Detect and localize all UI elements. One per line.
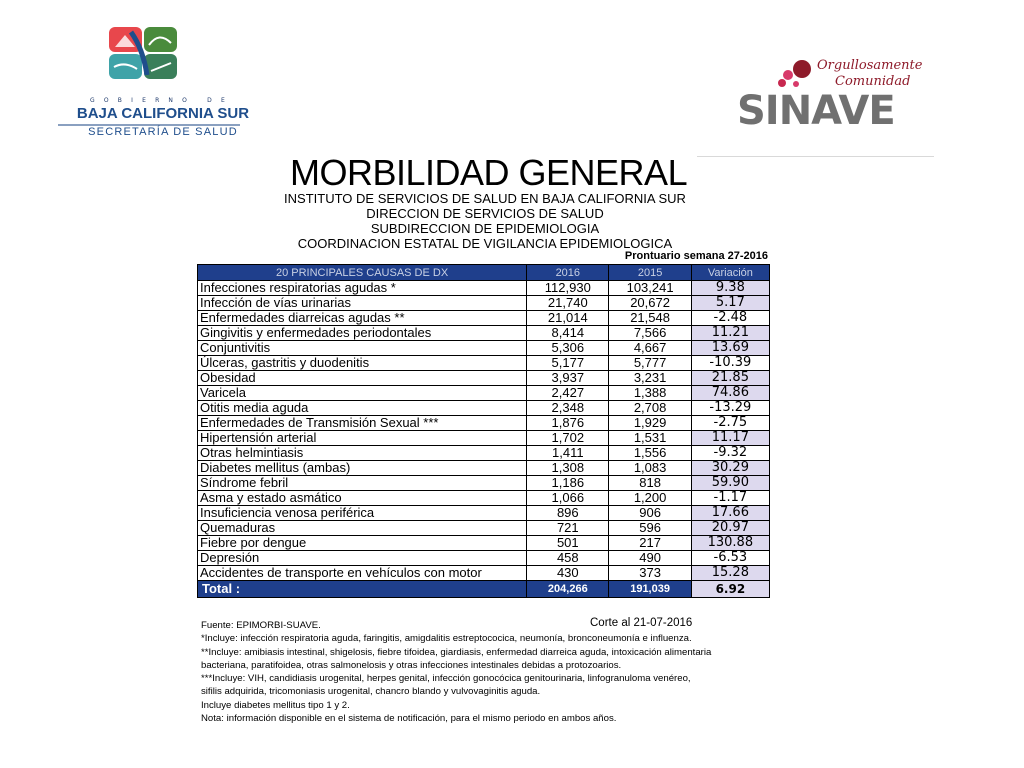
- header-2015: 2015: [609, 265, 691, 281]
- cause-cell: Infección de vías urinarias: [198, 296, 527, 311]
- count-2016-cell: 501: [527, 536, 609, 551]
- cause-cell: Infecciones respiratorias agudas *: [198, 281, 527, 296]
- table-row: [198, 281, 770, 296]
- variation-cell: 74.86: [691, 386, 769, 401]
- sinave-wordmark: SINAVE: [737, 88, 895, 134]
- cause-cell: Úlceras, gastritis y duodenitis: [198, 356, 527, 371]
- table-body: [198, 281, 770, 598]
- variation-cell: 11.21: [691, 326, 769, 341]
- count-2016-cell: 8,414: [527, 326, 609, 341]
- count-2015-cell: 1,929: [609, 416, 691, 431]
- count-2016-cell: 21,740: [527, 296, 609, 311]
- bcs-emblem-icon: [109, 27, 177, 79]
- table-row: [198, 461, 770, 476]
- report-week: Prontuario semana 27-2016: [624, 250, 768, 262]
- variation-cell: -6.53: [691, 551, 769, 566]
- count-2015-cell: 3,231: [609, 371, 691, 386]
- count-2015-cell: 20,672: [609, 296, 691, 311]
- count-2016-cell: 21,014: [527, 311, 609, 326]
- header-variation: Variación: [691, 265, 769, 281]
- bcs-state-name: BAJA CALIFORNIA SUR: [76, 105, 250, 122]
- variation-cell: 130.88: [691, 536, 769, 551]
- count-2016-cell: 1,411: [527, 446, 609, 461]
- count-2016-cell: 5,306: [527, 341, 609, 356]
- footnote-line: ***Incluye: VIH, candidiasis urogenital, herpes genital, infección gonocócica genitourinaria, linfogranuloma venéreo,: [201, 673, 691, 685]
- count-2015-cell: 490: [609, 551, 691, 566]
- table-row: [198, 521, 770, 536]
- footnote-line: Incluye diabetes mellitus tipo 1 y 2.: [201, 699, 350, 711]
- count-2016-cell: 2,348: [527, 401, 609, 416]
- sinave-slogan-line1: Orgullosamente: [817, 58, 923, 73]
- variation-cell: 20.97: [691, 521, 769, 536]
- table-row: [198, 311, 770, 326]
- cause-cell: Gingivitis y enfermedades periodontales: [198, 326, 527, 341]
- table-row: [198, 566, 770, 581]
- institution-line-4: COORDINACION ESTATAL DE VIGILANCIA EPIDEMIOLOGICA: [297, 236, 673, 251]
- sinave-dots-icon: [735, 52, 825, 92]
- source-note: Fuente: EPIMORBI-SUAVE.: [201, 620, 321, 631]
- table-row: [198, 491, 770, 506]
- variation-cell: 59.90: [691, 476, 769, 491]
- count-2015-cell: 1,200: [609, 491, 691, 506]
- header-2016: 2016: [527, 265, 609, 281]
- cause-cell: Enfermedades de Transmisión Sexual ***: [198, 416, 527, 431]
- table-row: [198, 506, 770, 521]
- count-2015-cell: 818: [609, 476, 691, 491]
- cause-cell: Enfermedades diarreicas agudas **: [198, 311, 527, 326]
- bcs-logo: [76, 24, 250, 144]
- count-2016-cell: 1,186: [527, 476, 609, 491]
- cause-cell: Fiebre por dengue: [198, 536, 527, 551]
- table-row: [198, 536, 770, 551]
- institution-line-2: DIRECCION DE SERVICIOS DE SALUD: [366, 206, 604, 221]
- table-row: [198, 386, 770, 401]
- count-2015-cell: 217: [609, 536, 691, 551]
- count-2016-cell: 1,308: [527, 461, 609, 476]
- variation-cell: -1.17: [691, 491, 769, 506]
- footnote-line: **Incluye: amibiasis intestinal, shigelosis, fiebre tifoidea, giardiasis, enfermedad diarreica aguda, intoxicación alimentaria: [201, 646, 712, 658]
- count-2015-cell: 103,241: [609, 281, 691, 296]
- total-2016: 204,266: [527, 581, 609, 598]
- header-causes: 20 PRINCIPALES CAUSAS DE DX: [198, 265, 527, 281]
- count-2015-cell: 1,531: [609, 431, 691, 446]
- count-2015-cell: 7,566: [609, 326, 691, 341]
- footnote-line: bacteriana, paratifoidea, otras salmonelosis y otras infecciones intestinales debidas a protozoarios.: [201, 659, 622, 671]
- table-row: [198, 446, 770, 461]
- count-2016-cell: 5,177: [527, 356, 609, 371]
- count-2016-cell: 1,702: [527, 431, 609, 446]
- count-2016-cell: 430: [527, 566, 609, 581]
- variation-cell: 30.29: [691, 461, 769, 476]
- table-row: [198, 401, 770, 416]
- variation-cell: 9.38: [691, 281, 769, 296]
- count-2016-cell: 1,876: [527, 416, 609, 431]
- variation-cell: -13.29: [691, 401, 769, 416]
- count-2016-cell: 1,066: [527, 491, 609, 506]
- table-row: [198, 371, 770, 386]
- cause-cell: Quemaduras: [198, 521, 527, 536]
- table-header-row: [198, 265, 770, 281]
- bcs-secretaria-text: SECRETARÍA DE SALUD: [88, 126, 238, 138]
- table-row: [198, 431, 770, 446]
- table-row: [198, 551, 770, 566]
- footnotes: [201, 619, 781, 725]
- count-2016-cell: 721: [527, 521, 609, 536]
- count-2016-cell: 112,930: [527, 281, 609, 296]
- cause-cell: Accidentes de transporte en vehículos con motor: [198, 566, 527, 581]
- footnote-line: *Incluye: infección respiratoria aguda, faringitis, amigdalitis estreptococica, neumonía, bronconeumonía e influenza.: [201, 633, 692, 645]
- cause-cell: Otras helmintiasis: [198, 446, 527, 461]
- count-2015-cell: 2,708: [609, 401, 691, 416]
- variation-cell: -9.32: [691, 446, 769, 461]
- cause-cell: Síndrome febril: [198, 476, 527, 491]
- cause-cell: Obesidad: [198, 371, 527, 386]
- variation-cell: 5.17: [691, 296, 769, 311]
- variation-cell: 11.17: [691, 431, 769, 446]
- total-variation: 6.92: [691, 581, 769, 598]
- cause-cell: Depresión: [198, 551, 527, 566]
- count-2015-cell: 21,548: [609, 311, 691, 326]
- variation-cell: -2.75: [691, 416, 769, 431]
- count-2016-cell: 458: [527, 551, 609, 566]
- table-row: [198, 341, 770, 356]
- count-2015-cell: 596: [609, 521, 691, 536]
- count-2015-cell: 1,388: [609, 386, 691, 401]
- table-row: [198, 476, 770, 491]
- count-2015-cell: 373: [609, 566, 691, 581]
- institution-line-1: INSTITUTO DE SERVICIOS DE SALUD EN BAJA CALIFORNIA SUR: [284, 191, 686, 206]
- cutoff-date: Corte al 21-07-2016: [590, 617, 693, 629]
- cause-cell: Diabetes mellitus (ambas): [198, 461, 527, 476]
- table-row: [198, 326, 770, 341]
- morbidity-table: [197, 264, 770, 598]
- count-2015-cell: 906: [609, 506, 691, 521]
- cause-cell: Varicela: [198, 386, 527, 401]
- count-2015-cell: 1,083: [609, 461, 691, 476]
- variation-cell: 21.85: [691, 371, 769, 386]
- variation-cell: 17.66: [691, 506, 769, 521]
- count-2015-cell: 5,777: [609, 356, 691, 371]
- count-2016-cell: 2,427: [527, 386, 609, 401]
- variation-cell: -10.39: [691, 356, 769, 371]
- institution-line-3: SUBDIRECCION DE EPIDEMIOLOGIA: [370, 221, 600, 236]
- total-row: [198, 581, 770, 598]
- total-label: Total :: [198, 581, 527, 598]
- variation-cell: 15.28: [691, 566, 769, 581]
- sinave-slogan-line2: Comunidad: [835, 74, 911, 89]
- table-row: [198, 416, 770, 431]
- count-2016-cell: 3,937: [527, 371, 609, 386]
- page-title: MORBILIDAD GENERAL: [290, 152, 688, 194]
- table-row: [198, 356, 770, 371]
- cause-cell: Hipertensión arterial: [198, 431, 527, 446]
- variation-cell: -2.48: [691, 311, 769, 326]
- cause-cell: Insuficiencia venosa periférica: [198, 506, 527, 521]
- footnote-line: Nota: información disponible en el sistema de notificación, para el mismo periodo en ambos años.: [201, 713, 617, 725]
- variation-cell: 13.69: [691, 341, 769, 356]
- bcs-gobierno-text: GOBIERNO DE: [90, 97, 234, 104]
- cause-cell: Otitis media aguda: [198, 401, 527, 416]
- table-row: [198, 296, 770, 311]
- count-2015-cell: 4,667: [609, 341, 691, 356]
- footnote-line: sifilis adquirida, tricomoniasis urogenital, chancro blando y vulvovaginitis aguda.: [201, 686, 541, 698]
- count-2016-cell: 896: [527, 506, 609, 521]
- sinave-logo: [735, 52, 935, 158]
- count-2015-cell: 1,556: [609, 446, 691, 461]
- total-2015: 191,039: [609, 581, 691, 598]
- cause-cell: Asma y estado asmático: [198, 491, 527, 506]
- sinave-divider: [697, 156, 934, 157]
- cause-cell: Conjuntivitis: [198, 341, 527, 356]
